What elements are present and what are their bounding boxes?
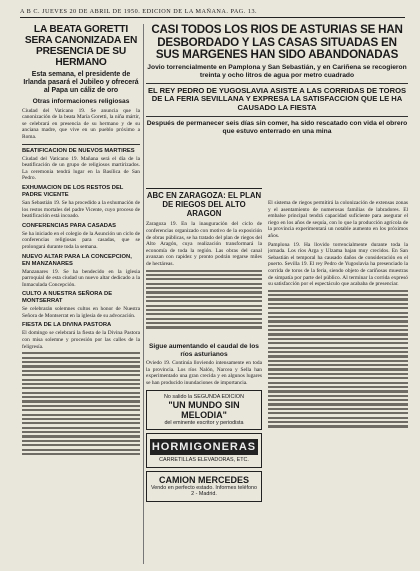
ad-top-line: No salido la SEGUNDA EDICION (164, 393, 244, 400)
article-body: El domingo se celebrará la fiesta de la Divina Pastora con misa solemne y procesión por las calles de la feligresía. (22, 330, 140, 350)
left-column (22, 24, 144, 564)
article-body: Se celebrarán solemnes cultos en honor de Nuestra Señora de Montserrat en la iglesia de su advocación. (22, 306, 140, 319)
text-filler (22, 352, 140, 455)
hormigoneras-advertisement (146, 433, 262, 467)
article-head: BEATIFICACION DE NUEVOS MARTIRES (22, 147, 135, 154)
right-column (268, 200, 408, 565)
truck-advertisement (146, 471, 262, 502)
abc-zaragoza-article (146, 188, 262, 336)
book-advertisement (146, 390, 262, 431)
article-head: NUEVO ALTAR PARA LA CONCEPCION, EN MANZANARES (22, 253, 132, 267)
article-body: Manzanares 19. Se ha bendecido en la iglesia parroquial de esta ciudad un nuevo altar dedicado a la Inmaculada Concepción. (22, 268, 140, 288)
section-religious-news: Otras informaciones religiosas (32, 98, 130, 105)
goretti-headline: LA BEATA GORETTI SERA CANONIZADA EN PRESENCIA DE SU HERMANO (24, 24, 138, 68)
article-head: CULTO A NUESTRA SEÑORA DE MONTSERRAT (22, 291, 113, 305)
article-body: Pamplona 19. Ha llovido torrencialmente durante toda la jornada. Los ríos Arga y Ulzama bajan muy crecidos. En San Sebastián el temporal ha causado daños de consideración en el puerto. Sevilla 19. El rey Pedro de Yugoslavia ha presenciado la corrida de toros de la feria, siendo objeto de cariñosas muestras de simpatía por parte del público. Al terminar la corrida expresó su satisfacción por el espectáculo que acababa de presenciar. (268, 241, 408, 288)
article-body: San Sebastián 19. Se ha procedido a la exhumación de los restos mortales del padre Vicente, cuyo proceso de beatificación está incoado. (22, 199, 140, 220)
ad-logo: HORMIGONERAS (151, 441, 257, 454)
article-body: Zaragoza 19. En la inauguración del ciclo de conferencias organizado con motivo de la exposición de obras públicas, se ha tratado del plan de riegos del Alto Aragón, cuya realización transformará la economía de toda la región. Las obras del canal avanzan con rapidez y pronto podrán regarse miles de hectáreas. (146, 221, 262, 267)
article-body: Oviedo 19. Continúa lloviendo intensamente en toda la provincia. Los ríos Nalón, Narcea y Sella han experimentado una gran crecida y en algunos lugares se han producido inundaciones de importancia. (146, 360, 262, 386)
goretti-deck: Esta semana, el presidente de Irlanda pasará el Jubileo y ofrecerá al Papa un cáliz de oro (23, 71, 139, 94)
asturias-rivers-headline: Sigue aumentando el caudal de los ríos asturianos (149, 343, 259, 358)
divider (22, 144, 140, 145)
abc-zaragoza-headline: ABC EN ZARAGOZA: EL PLAN DE RIEGOS DEL ALTO ARAGON (146, 188, 262, 218)
main-headline-block (146, 24, 408, 138)
yugoslavia-headline: EL REY PEDRO DE YUGOSLAVIA ASISTE A LAS CORRIDAS DE TOROS DE LA FERIA SEVILLANA Y EXPRESA LA SATISFACCION QUE LE HA CAUSADO LA FIESTA (147, 85, 407, 112)
middle-column (146, 340, 262, 565)
divider (146, 83, 408, 84)
article-body: Ciudad del Vaticano 19. Mañana será el día de la beatificación de un grupo de religiosos martirizados. La ceremonia tendrá lugar en la Basílica de San Pedro. (22, 155, 140, 182)
article-head: CONFERENCIAS PARA CASADAS (22, 222, 117, 229)
ad-small-text: Vendo en perfecto estado. Informes teléfono 2 - Madrid. (150, 484, 258, 498)
ad-small-text: CARRETILLAS ELEVADORAS, ETC. (159, 457, 249, 464)
running-head: A B C. JUEVES 20 DE ABRIL DE 1950. EDICION DE LA MAÑANA. PAG. 13. (20, 8, 405, 18)
article-head: EXHUMACION DE LOS RESTOS DEL PADRE VICENTE (22, 184, 124, 198)
text-filler (268, 290, 408, 428)
ad-title: CAMION MERCEDES (158, 474, 249, 485)
text-filler (146, 270, 262, 329)
ad-small-text: del eminente escritor y periodista (164, 419, 244, 426)
main-headline: CASI TODOS LOS RIOS DE ASTURIAS SE HAN DESBORDADO Y LAS CASAS SITUADAS EN SUS MARGENES HAN SIDO ABANDONADAS (151, 23, 403, 62)
ad-book-title: "UN MUNDO SIN MELODIA" (168, 399, 240, 420)
article-body: Se ha iniciado en el colegio de la Asunción un ciclo de conferencias religiosas para casadas, que se prolongará durante toda la semana. (22, 230, 140, 250)
article-body: El sistema de riegos permitirá la colonización de extensas zonas y el asentamiento de numerosas familias de labradores. El embalse principal tendrá capacidad suficiente para asegurar el riego en los años de sequía, con lo que la producción agrícola de la provincia experimentará un notable aumento en los próximos años. (268, 200, 408, 239)
article-body: Ciudad del Vaticano 19. Se anuncia que la canonización de la beata María Goretti, la niña mártir, se celebrará en presencia de su hermano y de su anciana madre, que vive en un pueblo próximo a Roma. (22, 107, 140, 140)
main-deck: Jovio torrencialmente en Pamplona y San Sebastián, y en Cariñena se recogieron treinta y ocho litros de agua por metro cuadrado (147, 63, 407, 79)
divider (146, 116, 408, 117)
mine-rescue-headline: Después de permanecer seis días sin comer, ha sido rescatado con vida el obrero que estuvo enterrado en una mina (146, 119, 408, 135)
article-head: FIESTA DE LA DIVINA PASTORA (22, 322, 112, 329)
